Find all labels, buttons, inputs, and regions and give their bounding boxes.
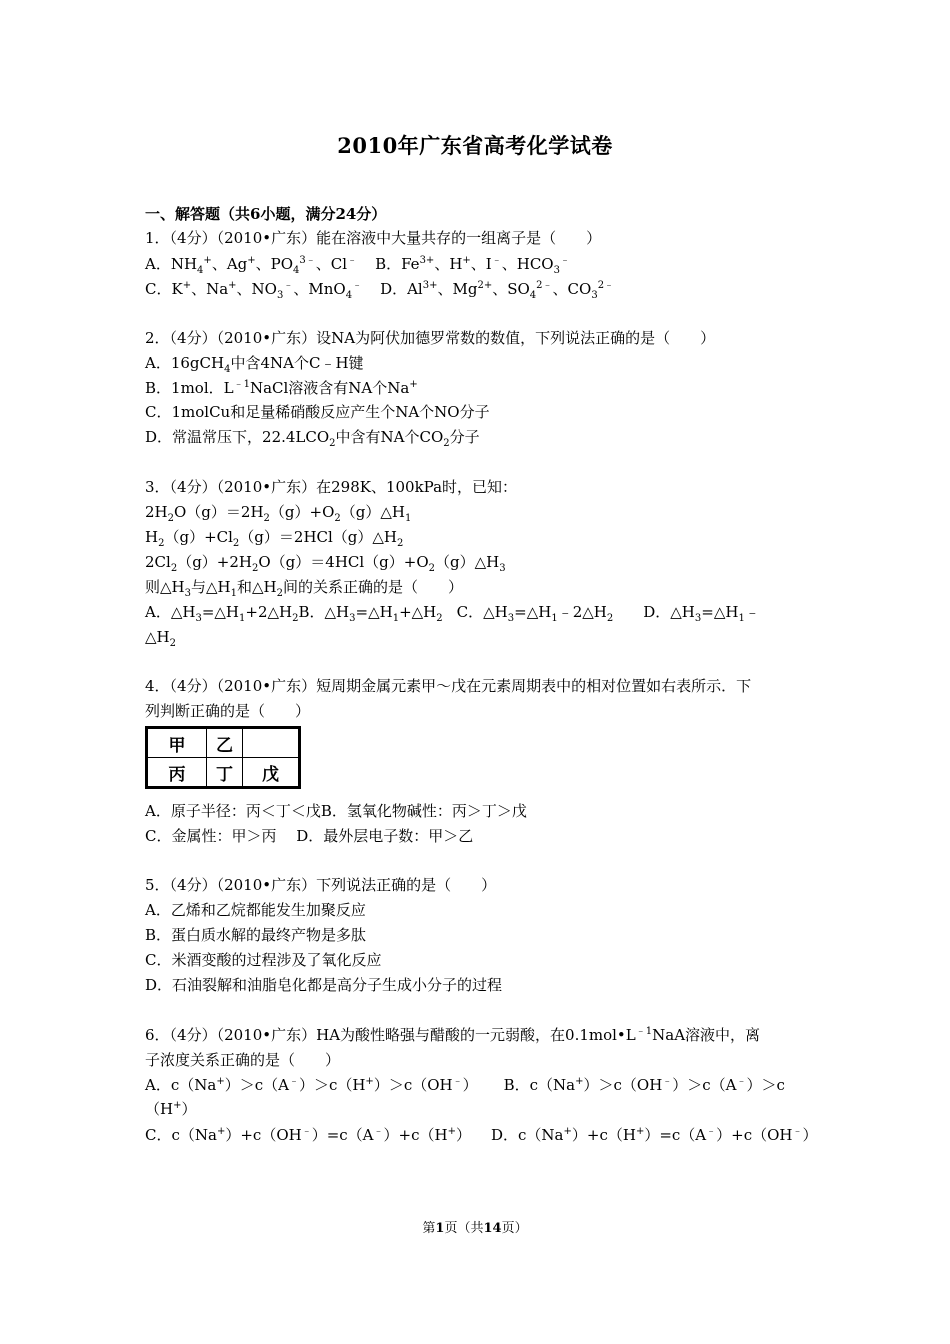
q2-stem: 2．（4分）（2010•广东）设NA为阿伏加德罗常数的数值，下列说法正确的是（ ） [145, 329, 716, 347]
q3-options-cont: $\triangle H_2$ [145, 628, 176, 649]
periodic-table-fragment [145, 726, 301, 789]
q3-stem: 3．（4分）（2010•广东）在298K、100kPa时，已知： [145, 478, 518, 496]
cell-empty [243, 728, 300, 758]
q5-option-a: A．乙烯和乙烷都能发生加聚反应 [145, 901, 366, 919]
q3-equation-3: $2Cl_2(g)+2H_2O(g)=4HCl(g)+O_2(g)\triangle H_3$ [145, 553, 506, 574]
q5-option-c: C．米酒变酸的过程涉及了氧化反应 [145, 951, 382, 969]
q6-options-ab-cont: （H+） [145, 1100, 197, 1118]
q2-option-b: B．1mol．$L^{﹣1}NaCl$溶液含有NA个Na+ [145, 379, 418, 397]
q6-stem-line2: 子浓度关系正确的是（ ） [145, 1051, 341, 1069]
q3-options: A．$\triangle H_3=\triangle H_1+2\triangle H_2B$．$\triangle H_3=\triangle H_1+\triangle H_2$ C．$\triangle H_3=\triangle H_1﹣2\triangle H_2$ D．$\triangle H_3=\triangle H_1﹣$ [145, 603, 760, 624]
cell-ding: 丁 [207, 758, 243, 788]
q2-option-d: D．常温常压下，$22.4LCO_2$中含有NA个$CO_2$分子 [145, 428, 480, 449]
page-title: 2010年广东省高考化学试卷 [337, 133, 613, 158]
q2-option-a: A．16gCH$_4$中含4NA个C﹣H键 [145, 354, 364, 375]
q5-option-d: D．石油裂解和油脂皂化都是高分子生成小分子的过程 [145, 976, 503, 994]
q2-option-c: C．1molCu和足量稀硝酸反应产生个NA个NO分子 [145, 403, 490, 421]
q1-options-ab: A．$NH_4^+$、Ag+、$PO_4^{3﹣}$、Cl﹣ B．$Fe^{3+}$、H+、I﹣、$HCO_3^﹣$ [145, 255, 570, 276]
q4-stem-line2: 列判断正确的是（ ） [145, 702, 311, 720]
page-footer: 第1页（共14页） [422, 1221, 528, 1236]
q3-equation-2: $H_2(g)+Cl_2(g)=2HCl(g)\triangle H_2$ [145, 528, 404, 549]
section-header: 一、解答题（共6小题，满分24分） [145, 205, 387, 223]
q6-options-cd: C．c（Na+）+c（OH﹣）=c（A﹣）+c（H+） D．c（Na+）+c（H+）=c（A﹣）+c（OH﹣） [145, 1126, 818, 1144]
cell-jia: 甲 [147, 728, 207, 758]
q1-stem: 1．（4分）（2010•广东）能在溶液中大量共存的一组离子是（ ） [145, 229, 602, 247]
q5-option-b: B．蛋白质水解的最终产物是多肽 [145, 926, 367, 944]
cell-yi: 乙 [207, 728, 243, 758]
q6-options-ab: A．c（Na+）＞c（A﹣）＞c（H+）＞c（OH﹣） B．c（Na+）＞c（OH﹣）＞c（A﹣）＞c [145, 1076, 785, 1094]
cell-bing: 丙 [147, 758, 207, 788]
q4-options-cd: C．金属性：甲＞丙 D．最外层电子数：甲＞乙 [145, 827, 474, 845]
cell-wu: 戊 [243, 758, 300, 788]
q4-stem-line1: 4．（4分）（2010•广东）短周期金属元素甲～戊在元素周期表中的相对位置如右表所示．下 [145, 677, 752, 695]
q1-options-cd: C．K+、Na+、$NO_3^﹣$、MnO$_4$﹣ D．$Al^{3+}$、$Mg^{2+}$、$SO_4^{2﹣}$、$CO_3^{2﹣}$ [145, 280, 615, 301]
q3-question: 则$\triangle H_3$与$\triangle H_1$和$\triangle H_2$间的关系正确的是（ ） [145, 578, 464, 599]
q3-equation-1: $2H_2O(g)=2H_2(g)+O_2(g)\triangle H_1$ [145, 503, 412, 524]
q5-stem: 5．（4分）（2010•广东）下列说法正确的是（ ） [145, 876, 497, 894]
q4-options-ab: A．原子半径：丙＜丁＜戊B．氢氧化物碱性：丙＞丁＞戊 [145, 802, 527, 820]
q6-stem-line1: 6．（4分）（2010•广东）HA为酸性略强与醋酸的一元弱酸，在$0.1mol•L^{﹣1}NaA$溶液中，离 [145, 1026, 761, 1044]
